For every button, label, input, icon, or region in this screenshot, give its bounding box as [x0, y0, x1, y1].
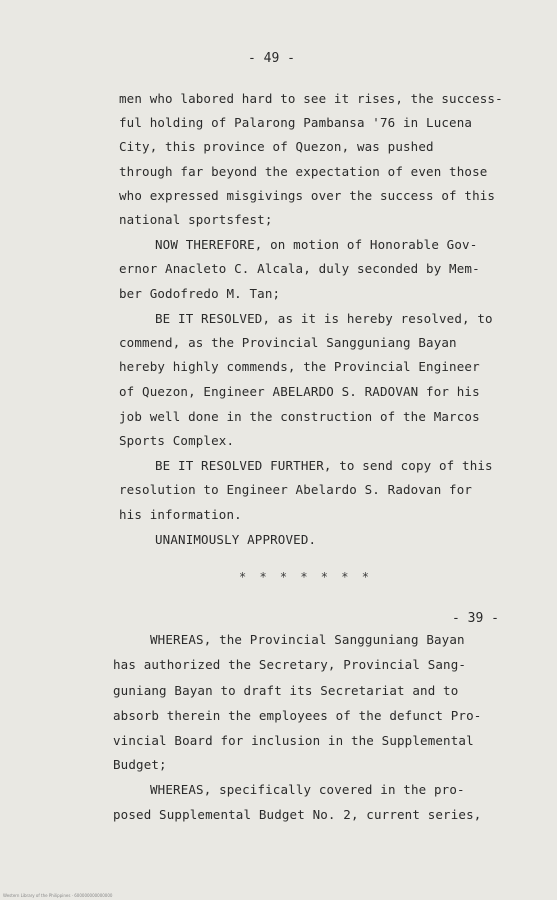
text-line: of Quezon, Engineer ABELARDO S. RADOVAN for his: [119, 384, 480, 399]
text-line: vincial Board for inclusion in the Supplemental: [113, 733, 474, 748]
text-line: national sportsfest;: [119, 212, 273, 227]
text-line: hereby highly commends, the Provincial Engineer: [119, 359, 480, 374]
text-line: commend, as the Provincial Sangguniang Bayan: [119, 335, 457, 350]
text-line: his information.: [119, 507, 242, 522]
scan-footer-text: Western Library of the Philippines · 600000000000000: [3, 893, 113, 898]
text-line: resolution to Engineer Abelardo S. Radovan for: [119, 482, 473, 497]
text-line: Sports Complex.: [119, 433, 235, 448]
text-line: Budget;: [113, 757, 167, 772]
section-separator: * * * * * * *: [239, 570, 372, 584]
text-line: City, this province of Quezon, was pushed: [119, 139, 434, 154]
text-line: job well done in the construction of the Marcos: [119, 409, 480, 424]
text-line: guniang Bayan to draft its Secretariat and to: [113, 683, 459, 698]
text-line: through far beyond the expectation of even those: [119, 164, 488, 179]
text-line: ful holding of Palarong Pambansa '76 in Lucena: [119, 115, 473, 130]
text-line: ernor Anacleto C. Alcala, duly seconded by Mem-: [119, 261, 480, 276]
text-line: BE IT RESOLVED FURTHER, to send copy of this: [155, 458, 493, 473]
page-number-mid: - 39 -: [452, 611, 499, 626]
text-line: UNANIMOUSLY APPROVED.: [155, 532, 317, 547]
text-line: men who labored hard to see it rises, the success-: [119, 91, 503, 106]
text-line: posed Supplemental Budget No. 2, current series,: [113, 807, 482, 822]
text-line: has authorized the Secretary, Provincial Sang-: [113, 657, 467, 672]
text-line: WHEREAS, the Provincial Sangguniang Bayan: [150, 632, 465, 647]
text-line: who expressed misgivings over the success of this: [119, 188, 496, 203]
text-line: ber Godofredo M. Tan;: [119, 286, 281, 301]
page-number-top: - 49 -: [248, 51, 295, 66]
text-line: WHEREAS, specifically covered in the pro-: [150, 782, 465, 797]
text-line: NOW THEREFORE, on motion of Honorable Gov-: [155, 237, 478, 252]
text-line: absorb therein the employees of the defunct Pro-: [113, 708, 482, 723]
text-line: BE IT RESOLVED, as it is hereby resolved, to: [155, 311, 493, 326]
